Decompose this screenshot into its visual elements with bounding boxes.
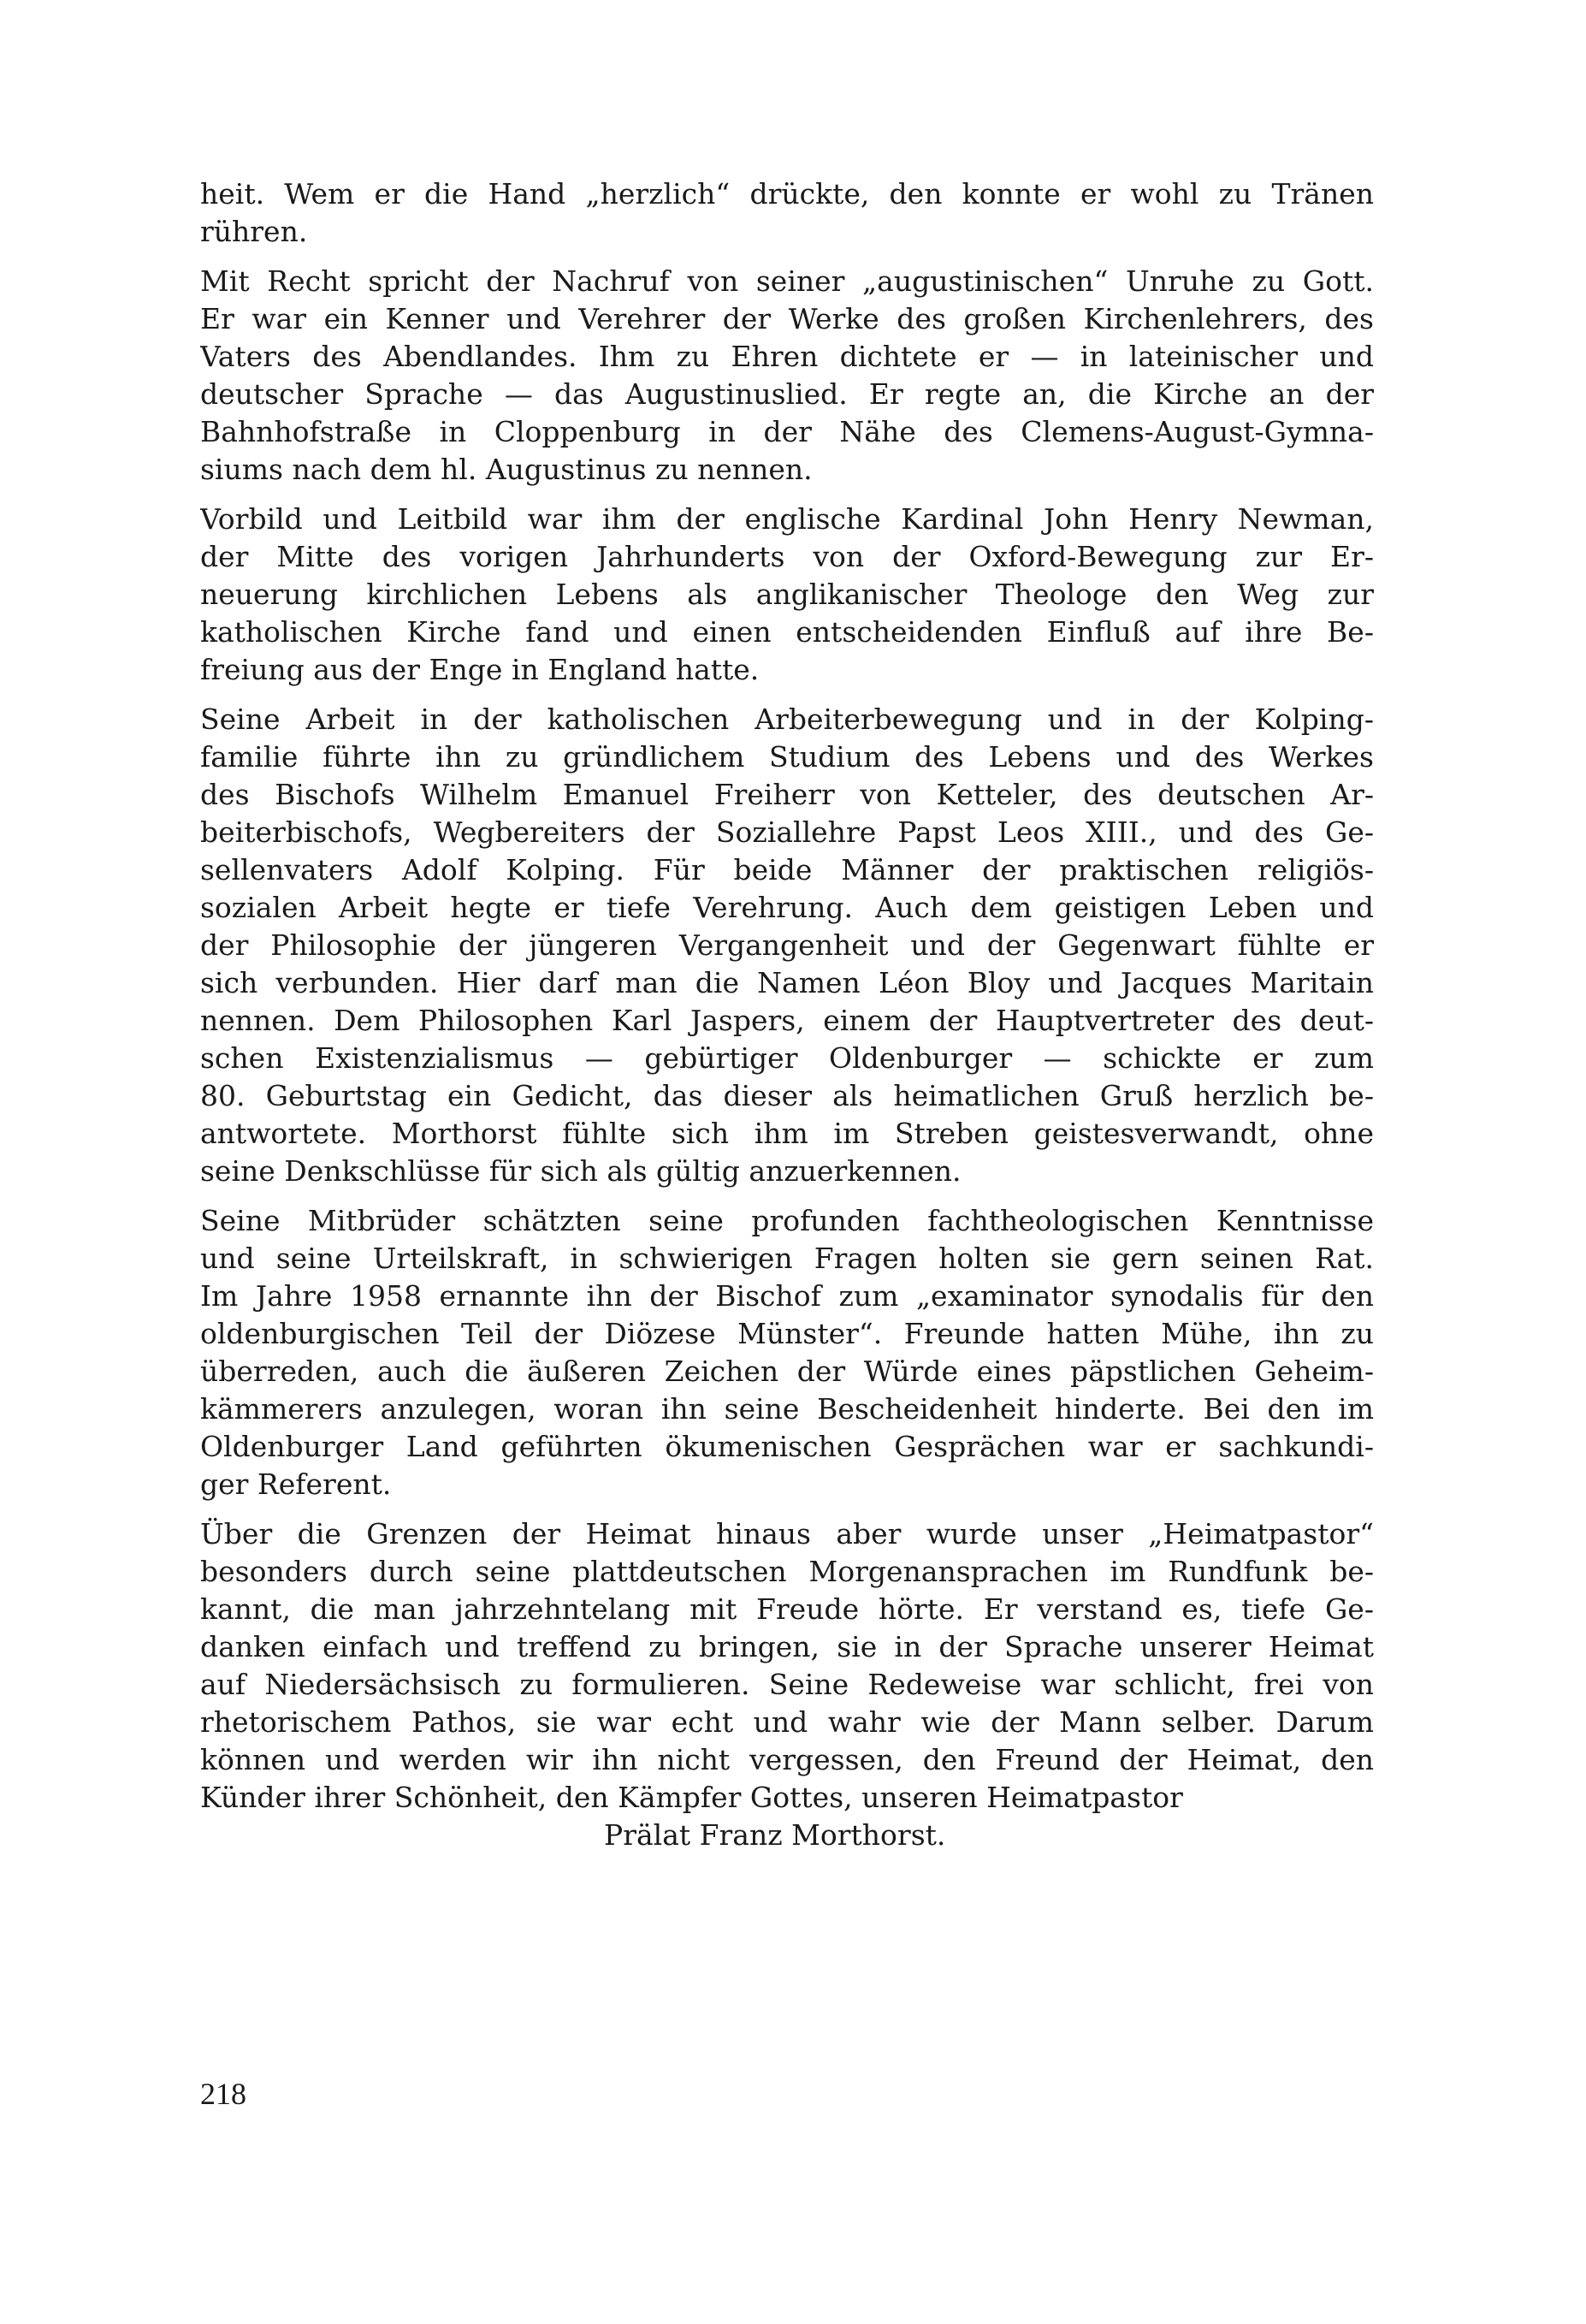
text-line: katholischen Kirche fand und einen entscheidenden Einfluß auf ihre Be-	[200, 615, 1374, 649]
text-line: Im Jahre 1958 ernannte ihn der Bischof zum „examinator synodalis für den	[200, 1279, 1374, 1313]
paragraph	[200, 701, 1374, 1190]
text-line: Künder ihrer Schönheit, den Kämpfer Gottes, unseren Heimatpastor	[200, 1781, 1183, 1814]
text-line: 80. Geburtstag ein Gedicht, das dieser als heimatlichen Gruß herzlich be-	[200, 1079, 1374, 1112]
text-line: freiung aus der Enge in England hatte.	[200, 653, 760, 686]
text-line: oldenburgischen Teil der Diözese Münster“. Freunde hatten Mühe, ihn zu	[200, 1317, 1374, 1350]
text-line: rhetorischem Pathos, sie war echt und wahr wie der Mann selber. Darum	[200, 1705, 1374, 1739]
page-number: 218	[200, 2077, 246, 2111]
text-line: Er war ein Kenner und Verehrer der Werke des großen Kirchenlehrers, des	[200, 302, 1374, 335]
text-line: auf Niedersächsisch zu formulieren. Seine Redeweise war schlicht, frei von	[200, 1668, 1374, 1701]
text-line: familie führte ihn zu gründlichem Studium des Lebens und des Werkes	[200, 740, 1374, 774]
text-line: schen Existenzialismus — gebürtiger Oldenburger — schickte er zum	[200, 1041, 1374, 1075]
paragraph	[200, 501, 1374, 689]
text-line: und seine Urteilskraft, in schwierigen Fragen holten sie gern seinen Rat.	[200, 1242, 1374, 1275]
text-line: beiterbischofs, Wegbereiters der Soziallehre Papst Leos XIII., und des Ge-	[200, 815, 1374, 849]
text-line: der Mitte des vorigen Jahrhunderts von der Oxford-Bewegung zur Er-	[200, 540, 1374, 573]
text-line: kämmerers anzulegen, woran ihn seine Bescheidenheit hinderte. Bei den im	[200, 1392, 1374, 1426]
text-line: sozialen Arbeit hegte er tiefe Verehrung. Auch dem geistigen Leben und	[200, 891, 1374, 924]
text-line: siums nach dem hl. Augustinus zu nennen.	[200, 453, 813, 486]
paragraph	[200, 263, 1374, 489]
text-line: sich verbunden. Hier darf man die Namen Léon Bloy und Jacques Maritain	[200, 966, 1374, 999]
text-line: der Philosophie der jüngeren Vergangenheit und der Gegenwart fühlte er	[200, 928, 1374, 962]
text-line: antwortete. Morthorst fühlte sich ihm im Streben geistesverwandt, ohne	[200, 1117, 1374, 1150]
page-body	[200, 175, 1374, 1866]
text-line: Bahnhofstraße in Cloppenburg in der Nähe des Clemens-August-Gymna-	[200, 415, 1374, 448]
text-line: nennen. Dem Philosophen Karl Jaspers, einem der Hauptvertreter des deut-	[200, 1004, 1374, 1037]
signature-line: Prälat Franz Morthorst.	[604, 1818, 946, 1852]
text-line: können und werden wir ihn nicht vergessen, den Freund der Heimat, den	[200, 1743, 1374, 1776]
text-line: Vorbild und Leitbild war ihm der englische Kardinal John Henry Newman,	[200, 502, 1374, 536]
text-line: rühren.	[200, 215, 308, 248]
text-line: sellenvaters Adolf Kolping. Für beide Männer der praktischen religiös-	[200, 853, 1374, 886]
text-line: neuerung kirchlichen Lebens als anglikanischer Theologe den Weg zur	[200, 578, 1374, 611]
text-line: Vaters des Abendlandes. Ihm zu Ehren dichtete er — in lateinischer und	[200, 340, 1374, 373]
text-line: deutscher Sprache — das Augustinuslied. Er regte an, die Kirche an der	[200, 377, 1374, 411]
text-line: Über die Grenzen der Heimat hinaus aber wurde unser „Heimatpastor“	[200, 1517, 1374, 1550]
text-line: Seine Arbeit in der katholischen Arbeiterbewegung und in der Kolping-	[200, 703, 1374, 736]
text-line: seine Denkschlüsse für sich als gültig anzuerkennen.	[200, 1154, 962, 1188]
text-line: besonders durch seine plattdeutschen Morgenansprachen im Rundfunk be-	[200, 1555, 1374, 1588]
text-line: kannt, die man jahrzehntelang mit Freude hörte. Er verstand es, tiefe Ge-	[200, 1592, 1374, 1626]
text-line: Seine Mitbrüder schätzten seine profunden fachtheologischen Kenntnisse	[200, 1204, 1374, 1237]
paragraph	[200, 1515, 1374, 1854]
paragraph	[200, 1202, 1374, 1503]
text-line: Mit Recht spricht der Nachruf von seiner „augustinischen“ Unruhe zu Gott.	[200, 264, 1374, 298]
paragraph	[200, 175, 1374, 251]
text-line: heit. Wem er die Hand „herzlich“ drückte, den konnte er wohl zu Tränen	[200, 177, 1374, 210]
text-line: ger Referent.	[200, 1467, 392, 1501]
text-line: des Bischofs Wilhelm Emanuel Freiherr von Ketteler, des deutschen Ar-	[200, 778, 1374, 811]
text-line: Oldenburger Land geführten ökumenischen Gesprächen war er sachkundi-	[200, 1430, 1374, 1463]
text-line: danken einfach und treffend zu bringen, sie in der Sprache unserer Heimat	[200, 1630, 1374, 1663]
text-line: überreden, auch die äußeren Zeichen der Würde eines päpstlichen Geheim-	[200, 1355, 1374, 1388]
